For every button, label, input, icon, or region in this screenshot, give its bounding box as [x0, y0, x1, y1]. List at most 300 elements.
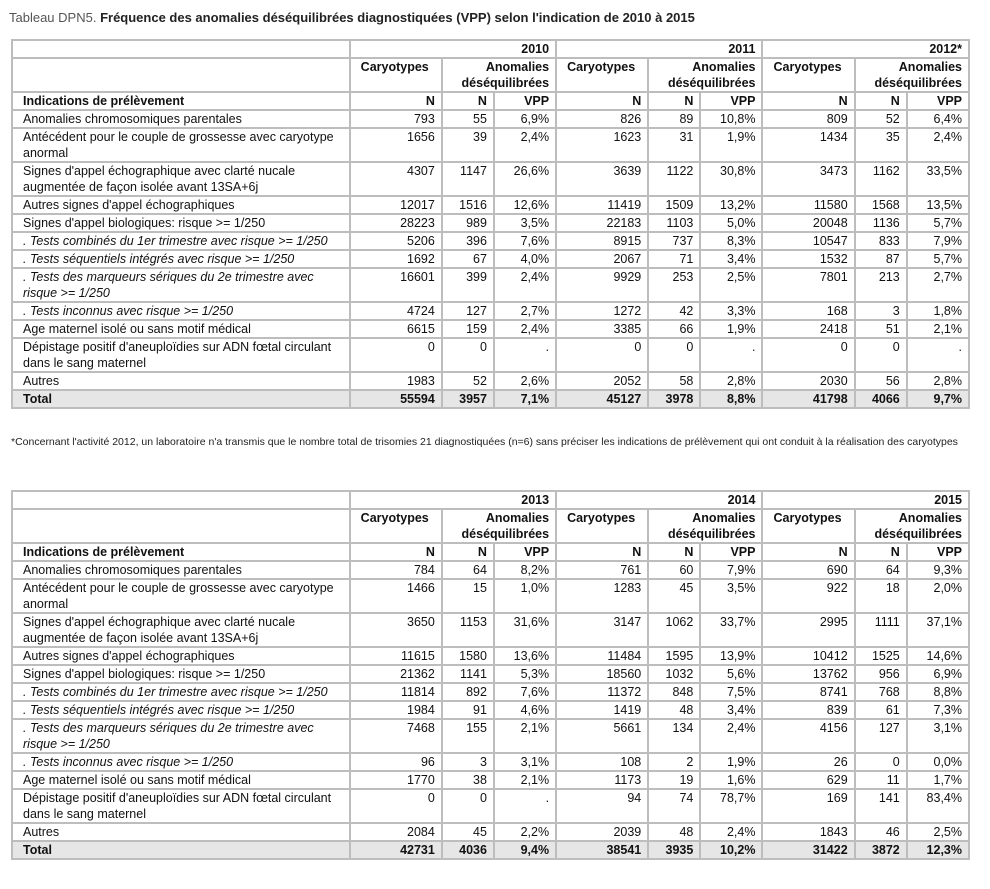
row-label: . Tests combinés du 1er trimestre avec risque >= 1/250	[12, 683, 350, 701]
vpp-cell: .	[494, 338, 556, 372]
table-row	[12, 196, 969, 214]
vpp-cell: 6,4%	[907, 110, 969, 128]
n-anomalies-cell: 155	[442, 719, 494, 753]
n-anomalies-cell: 1141	[442, 665, 494, 683]
n-caryotypes-cell: 168	[762, 302, 854, 320]
table-title	[9, 10, 695, 25]
n-anomalies-cell: 1136	[855, 214, 907, 232]
vpp-cell: 2,4%	[907, 128, 969, 162]
group-header-row	[12, 58, 969, 92]
n-caryotypes-cell: 11484	[556, 647, 648, 665]
vpp-cell: .	[907, 338, 969, 372]
n-anomalies-cell: 45	[648, 579, 700, 613]
n-caryotypes-cell: 809	[762, 110, 854, 128]
total-n-caryotypes-cell: 31422	[762, 841, 854, 859]
table-row	[12, 753, 969, 771]
n-caryotypes-cell: 8915	[556, 232, 648, 250]
vpp-cell: 4,0%	[494, 250, 556, 268]
n-anomalies-cell: 768	[855, 683, 907, 701]
vpp-cell: 1,6%	[700, 771, 762, 789]
n-caryotypes-cell: 169	[762, 789, 854, 823]
vpp-cell: 3,1%	[494, 753, 556, 771]
n-anomalies-cell: 399	[442, 268, 494, 302]
n-caryotypes-cell: 108	[556, 753, 648, 771]
n-caryotypes-cell: 2067	[556, 250, 648, 268]
n-anomalies-cell: 1062	[648, 613, 700, 647]
year-header: 2015	[762, 491, 969, 509]
vpp-cell: 1,9%	[700, 320, 762, 338]
row-label: Signes d'appel biologiques: risque >= 1/250	[12, 214, 350, 232]
n-caryotypes-cell: 11615	[350, 647, 442, 665]
n-caryotypes-cell: 4156	[762, 719, 854, 753]
vpp-cell: 5,6%	[700, 665, 762, 683]
n-caryotypes-cell: 21362	[350, 665, 442, 683]
vpp-cell: 78,7%	[700, 789, 762, 823]
n-anomalies-cell: 56	[855, 372, 907, 390]
data-table-2013-2015	[11, 490, 970, 860]
anomalies-header: Anomalies déséquilibrées	[442, 509, 556, 543]
row-label: . Tests inconnus avec risque >= 1/250	[12, 302, 350, 320]
n-caryotypes-cell: 4724	[350, 302, 442, 320]
row-label: Autres	[12, 823, 350, 841]
n-caryotypes-header: N	[762, 92, 854, 110]
n-anomalies-cell: 61	[855, 701, 907, 719]
n-anomalies-cell: 64	[855, 561, 907, 579]
table-row	[12, 232, 969, 250]
table-row	[12, 338, 969, 372]
n-anomalies-cell: 0	[855, 753, 907, 771]
vpp-cell: 2,8%	[907, 372, 969, 390]
n-anomalies-cell: 1580	[442, 647, 494, 665]
row-label: Signes d'appel échographique avec clarté nucale augmentée de façon isolée avant 13SA+6j	[12, 162, 350, 196]
vpp-cell: 6,9%	[494, 110, 556, 128]
anomalies-header: Anomalies déséquilibrées	[648, 58, 762, 92]
vpp-cell: 3,5%	[494, 214, 556, 232]
vpp-cell: 7,3%	[907, 701, 969, 719]
n-anomalies-cell: 127	[855, 719, 907, 753]
group-header-row	[12, 509, 969, 543]
vpp-cell: 7,9%	[700, 561, 762, 579]
n-caryotypes-cell: 18560	[556, 665, 648, 683]
vpp-cell: 2,0%	[907, 579, 969, 613]
n-caryotypes-cell: 10547	[762, 232, 854, 250]
n-caryotypes-cell: 11419	[556, 196, 648, 214]
n-caryotypes-cell: 1692	[350, 250, 442, 268]
total-vpp-cell: 7,1%	[494, 390, 556, 408]
row-label: Autres	[12, 372, 350, 390]
n-anomalies-cell: 58	[648, 372, 700, 390]
n-caryotypes-cell: 2039	[556, 823, 648, 841]
footnote: *Concernant l'activité 2012, un laboratoire n'a transmis que le nombre total de trisomies 21 diagnostiquées (n=6) sans préciser les indications de prélèvement qui ont conduit à la réalisation des caryotypes	[11, 436, 958, 448]
vpp-cell: 2,6%	[494, 372, 556, 390]
vpp-cell: 2,1%	[907, 320, 969, 338]
row-label: Autres signes d'appel échographiques	[12, 196, 350, 214]
empty-header-cell	[12, 509, 350, 543]
table-row	[12, 613, 969, 647]
n-caryotypes-cell: 0	[350, 789, 442, 823]
vpp-cell: 83,4%	[907, 789, 969, 823]
vpp-cell: 2,7%	[494, 302, 556, 320]
vpp-cell: 2,7%	[907, 268, 969, 302]
table-row	[12, 771, 969, 789]
vpp-cell: 1,8%	[907, 302, 969, 320]
n-caryotypes-cell: 922	[762, 579, 854, 613]
n-caryotypes-cell: 94	[556, 789, 648, 823]
n-anomalies-cell: 46	[855, 823, 907, 841]
vpp-cell: .	[700, 338, 762, 372]
n-anomalies-cell: 60	[648, 561, 700, 579]
vpp-cell: 14,6%	[907, 647, 969, 665]
vpp-cell: 33,5%	[907, 162, 969, 196]
total-n-anomalies-cell: 3957	[442, 390, 494, 408]
n-caryotypes-cell: 0	[762, 338, 854, 372]
n-anomalies-cell: 892	[442, 683, 494, 701]
n-caryotypes-cell: 2418	[762, 320, 854, 338]
n-caryotypes-cell: 1984	[350, 701, 442, 719]
n-caryotypes-cell: 28223	[350, 214, 442, 232]
table-row	[12, 162, 969, 196]
n-caryotypes-cell: 629	[762, 771, 854, 789]
row-label: . Tests des marqueurs sériques du 2e trimestre avec risque >= 1/250	[12, 268, 350, 302]
year-header-row	[12, 491, 969, 509]
total-vpp-cell: 9,4%	[494, 841, 556, 859]
vpp-cell: 3,3%	[700, 302, 762, 320]
total-vpp-cell: 12,3%	[907, 841, 969, 859]
column-header-row	[12, 543, 969, 561]
vpp-cell: 7,6%	[494, 683, 556, 701]
n-anomalies-cell: 91	[442, 701, 494, 719]
n-caryotypes-cell: 2995	[762, 613, 854, 647]
n-caryotypes-cell: 1272	[556, 302, 648, 320]
n-caryotypes-cell: 690	[762, 561, 854, 579]
n-caryotypes-cell: 7801	[762, 268, 854, 302]
total-n-caryotypes-cell: 38541	[556, 841, 648, 859]
vpp-header: VPP	[907, 543, 969, 561]
n-caryotypes-cell: 1770	[350, 771, 442, 789]
n-anomalies-cell: 1568	[855, 196, 907, 214]
n-caryotypes-cell: 793	[350, 110, 442, 128]
n-caryotypes-cell: 1532	[762, 250, 854, 268]
vpp-cell: 3,4%	[700, 701, 762, 719]
empty-header-cell	[12, 58, 350, 92]
n-caryotypes-cell: 4307	[350, 162, 442, 196]
total-row	[12, 390, 969, 408]
table-row	[12, 701, 969, 719]
row-label: . Tests inconnus avec risque >= 1/250	[12, 753, 350, 771]
n-caryotypes-cell: 26	[762, 753, 854, 771]
n-caryotypes-cell: 1843	[762, 823, 854, 841]
n-caryotypes-cell: 3385	[556, 320, 648, 338]
table-row	[12, 320, 969, 338]
vpp-cell: 1,7%	[907, 771, 969, 789]
n-anomalies-cell: 48	[648, 701, 700, 719]
n-caryotypes-cell: 784	[350, 561, 442, 579]
n-anomalies-header: N	[442, 543, 494, 561]
n-caryotypes-cell: 2052	[556, 372, 648, 390]
vpp-cell: 2,2%	[494, 823, 556, 841]
n-anomalies-cell: 48	[648, 823, 700, 841]
n-caryotypes-cell: 5661	[556, 719, 648, 753]
vpp-cell: 13,2%	[700, 196, 762, 214]
vpp-cell: 5,7%	[907, 214, 969, 232]
n-anomalies-cell: 159	[442, 320, 494, 338]
total-n-caryotypes-cell: 55594	[350, 390, 442, 408]
n-caryotypes-cell: 1466	[350, 579, 442, 613]
row-label: Dépistage positif d'aneuploïdies sur ADN fœtal circulant dans le sang maternel	[12, 789, 350, 823]
n-anomalies-cell: 1509	[648, 196, 700, 214]
table-row	[12, 302, 969, 320]
year-header: 2011	[556, 40, 762, 58]
table-row	[12, 719, 969, 753]
vpp-cell: 31,6%	[494, 613, 556, 647]
n-anomalies-cell: 0	[442, 338, 494, 372]
empty-header-cell	[12, 40, 350, 58]
n-anomalies-cell: 956	[855, 665, 907, 683]
total-label: Total	[12, 841, 350, 859]
table-row	[12, 110, 969, 128]
n-caryotypes-cell: 13762	[762, 665, 854, 683]
n-caryotypes-cell: 2084	[350, 823, 442, 841]
n-anomalies-cell: 737	[648, 232, 700, 250]
total-n-caryotypes-cell: 42731	[350, 841, 442, 859]
table-title-prefix: Tableau DPN5.	[9, 10, 97, 25]
year-header: 2014	[556, 491, 762, 509]
n-caryotypes-cell: 3639	[556, 162, 648, 196]
table-row	[12, 683, 969, 701]
n-caryotypes-cell: 2030	[762, 372, 854, 390]
n-anomalies-cell: 15	[442, 579, 494, 613]
row-label: . Tests des marqueurs sériques du 2e trimestre avec risque >= 1/250	[12, 719, 350, 753]
n-anomalies-cell: 74	[648, 789, 700, 823]
n-caryotypes-cell: 6615	[350, 320, 442, 338]
vpp-cell: 12,6%	[494, 196, 556, 214]
total-n-caryotypes-cell: 45127	[556, 390, 648, 408]
n-anomalies-cell: 0	[855, 338, 907, 372]
n-caryotypes-cell: 12017	[350, 196, 442, 214]
n-caryotypes-cell: 761	[556, 561, 648, 579]
vpp-cell: 2,4%	[494, 128, 556, 162]
caryotypes-header: Caryotypes	[762, 509, 854, 543]
row-label: Antécédent pour le couple de grossesse avec caryotype anormal	[12, 579, 350, 613]
caryotypes-header: Caryotypes	[556, 58, 648, 92]
vpp-cell: 2,1%	[494, 719, 556, 753]
vpp-cell: 3,5%	[700, 579, 762, 613]
vpp-cell: 2,8%	[700, 372, 762, 390]
caryotypes-header: Caryotypes	[350, 509, 442, 543]
n-anomalies-cell: 1595	[648, 647, 700, 665]
vpp-cell: 5,7%	[907, 250, 969, 268]
vpp-cell: 7,5%	[700, 683, 762, 701]
total-row	[12, 841, 969, 859]
n-caryotypes-cell: 5206	[350, 232, 442, 250]
n-anomalies-cell: 213	[855, 268, 907, 302]
row-label: Signes d'appel biologiques: risque >= 1/250	[12, 665, 350, 683]
vpp-cell: 2,4%	[494, 320, 556, 338]
n-anomalies-cell: 2	[648, 753, 700, 771]
vpp-cell: 2,4%	[700, 823, 762, 841]
row-label: Anomalies chromosomiques parentales	[12, 561, 350, 579]
row-label: Age maternel isolé ou sans motif médical	[12, 320, 350, 338]
year-header: 2013	[350, 491, 556, 509]
anomalies-header: Anomalies déséquilibrées	[855, 509, 969, 543]
n-anomalies-cell: 19	[648, 771, 700, 789]
indications-header: Indications de prélèvement	[12, 543, 350, 561]
row-label: Age maternel isolé ou sans motif médical	[12, 771, 350, 789]
total-n-anomalies-cell: 4036	[442, 841, 494, 859]
n-anomalies-cell: 833	[855, 232, 907, 250]
table-row	[12, 128, 969, 162]
indications-header: Indications de prélèvement	[12, 92, 350, 110]
n-caryotypes-cell: 3147	[556, 613, 648, 647]
vpp-cell: 0,0%	[907, 753, 969, 771]
vpp-cell: 10,8%	[700, 110, 762, 128]
anomalies-header: Anomalies déséquilibrées	[442, 58, 556, 92]
table-row	[12, 579, 969, 613]
n-caryotypes-cell: 3650	[350, 613, 442, 647]
n-anomalies-cell: 11	[855, 771, 907, 789]
n-caryotypes-cell: 20048	[762, 214, 854, 232]
n-anomalies-cell: 67	[442, 250, 494, 268]
n-anomalies-cell: 1525	[855, 647, 907, 665]
vpp-cell: 3,1%	[907, 719, 969, 753]
n-caryotypes-cell: 7468	[350, 719, 442, 753]
n-anomalies-cell: 39	[442, 128, 494, 162]
n-anomalies-cell: 0	[648, 338, 700, 372]
n-anomalies-cell: 989	[442, 214, 494, 232]
n-anomalies-cell: 396	[442, 232, 494, 250]
anomalies-header: Anomalies déséquilibrées	[648, 509, 762, 543]
n-anomalies-cell: 89	[648, 110, 700, 128]
table-row	[12, 268, 969, 302]
n-anomalies-cell: 42	[648, 302, 700, 320]
n-caryotypes-cell: 11814	[350, 683, 442, 701]
vpp-cell: 8,8%	[907, 683, 969, 701]
total-label: Total	[12, 390, 350, 408]
table-row	[12, 561, 969, 579]
n-anomalies-cell: 1153	[442, 613, 494, 647]
row-label: . Tests combinés du 1er trimestre avec risque >= 1/250	[12, 232, 350, 250]
table-row	[12, 665, 969, 683]
n-anomalies-header: N	[648, 92, 700, 110]
n-anomalies-header: N	[855, 543, 907, 561]
n-caryotypes-cell: 10412	[762, 647, 854, 665]
table-row	[12, 647, 969, 665]
n-caryotypes-cell: 0	[350, 338, 442, 372]
empty-header-cell	[12, 491, 350, 509]
n-anomalies-cell: 18	[855, 579, 907, 613]
vpp-cell: 30,8%	[700, 162, 762, 196]
row-label: Anomalies chromosomiques parentales	[12, 110, 350, 128]
n-anomalies-cell: 1147	[442, 162, 494, 196]
n-caryotypes-header: N	[350, 92, 442, 110]
vpp-cell: 26,6%	[494, 162, 556, 196]
n-caryotypes-cell: 1623	[556, 128, 648, 162]
year-header: 2010	[350, 40, 556, 58]
n-anomalies-cell: 52	[855, 110, 907, 128]
n-anomalies-header: N	[442, 92, 494, 110]
vpp-header: VPP	[700, 543, 762, 561]
vpp-cell: 7,9%	[907, 232, 969, 250]
n-caryotypes-cell: 11372	[556, 683, 648, 701]
n-caryotypes-cell: 839	[762, 701, 854, 719]
n-anomalies-cell: 1103	[648, 214, 700, 232]
vpp-cell: 6,9%	[907, 665, 969, 683]
column-header-row	[12, 92, 969, 110]
vpp-cell: 2,4%	[494, 268, 556, 302]
vpp-cell: 37,1%	[907, 613, 969, 647]
total-n-anomalies-cell: 3935	[648, 841, 700, 859]
vpp-cell: 3,4%	[700, 250, 762, 268]
vpp-cell: 2,1%	[494, 771, 556, 789]
vpp-cell: 33,7%	[700, 613, 762, 647]
n-anomalies-cell: 45	[442, 823, 494, 841]
total-vpp-cell: 9,7%	[907, 390, 969, 408]
n-caryotypes-header: N	[556, 543, 648, 561]
n-anomalies-cell: 1122	[648, 162, 700, 196]
n-anomalies-cell: 38	[442, 771, 494, 789]
table-row	[12, 823, 969, 841]
vpp-cell: 5,3%	[494, 665, 556, 683]
n-caryotypes-cell: 1434	[762, 128, 854, 162]
n-anomalies-cell: 87	[855, 250, 907, 268]
table-row	[12, 789, 969, 823]
table-row	[12, 214, 969, 232]
n-anomalies-cell: 1032	[648, 665, 700, 683]
n-caryotypes-cell: 9929	[556, 268, 648, 302]
vpp-cell: 4,6%	[494, 701, 556, 719]
n-anomalies-cell: 141	[855, 789, 907, 823]
n-anomalies-header: N	[855, 92, 907, 110]
vpp-header: VPP	[907, 92, 969, 110]
n-anomalies-header: N	[648, 543, 700, 561]
n-caryotypes-cell: 22183	[556, 214, 648, 232]
caryotypes-header: Caryotypes	[556, 509, 648, 543]
n-anomalies-cell: 71	[648, 250, 700, 268]
vpp-cell: 2,4%	[700, 719, 762, 753]
vpp-header: VPP	[494, 543, 556, 561]
n-caryotypes-cell: 1173	[556, 771, 648, 789]
n-anomalies-cell: 3	[855, 302, 907, 320]
vpp-cell: 9,3%	[907, 561, 969, 579]
vpp-header: VPP	[700, 92, 762, 110]
anomalies-header: Anomalies déséquilibrées	[855, 58, 969, 92]
year-header: 2012*	[762, 40, 969, 58]
vpp-cell: 2,5%	[907, 823, 969, 841]
caryotypes-header: Caryotypes	[350, 58, 442, 92]
n-caryotypes-cell: 1983	[350, 372, 442, 390]
n-anomalies-cell: 127	[442, 302, 494, 320]
n-caryotypes-cell: 8741	[762, 683, 854, 701]
vpp-cell: 7,6%	[494, 232, 556, 250]
total-n-anomalies-cell: 3872	[855, 841, 907, 859]
n-anomalies-cell: 31	[648, 128, 700, 162]
data-table-2010-2012	[11, 39, 970, 409]
n-anomalies-cell: 35	[855, 128, 907, 162]
row-label: Antécédent pour le couple de grossesse avec caryotype anormal	[12, 128, 350, 162]
vpp-cell: 1,9%	[700, 128, 762, 162]
row-label: Signes d'appel échographique avec clarté nucale augmentée de façon isolée avant 13SA+6j	[12, 613, 350, 647]
n-caryotypes-cell: 16601	[350, 268, 442, 302]
n-anomalies-cell: 253	[648, 268, 700, 302]
row-label: . Tests séquentiels intégrés avec risque >= 1/250	[12, 250, 350, 268]
n-caryotypes-cell: 1283	[556, 579, 648, 613]
n-caryotypes-header: N	[762, 543, 854, 561]
n-anomalies-cell: 848	[648, 683, 700, 701]
row-label: Autres signes d'appel échographiques	[12, 647, 350, 665]
n-anomalies-cell: 51	[855, 320, 907, 338]
n-anomalies-cell: 66	[648, 320, 700, 338]
vpp-cell: 8,3%	[700, 232, 762, 250]
